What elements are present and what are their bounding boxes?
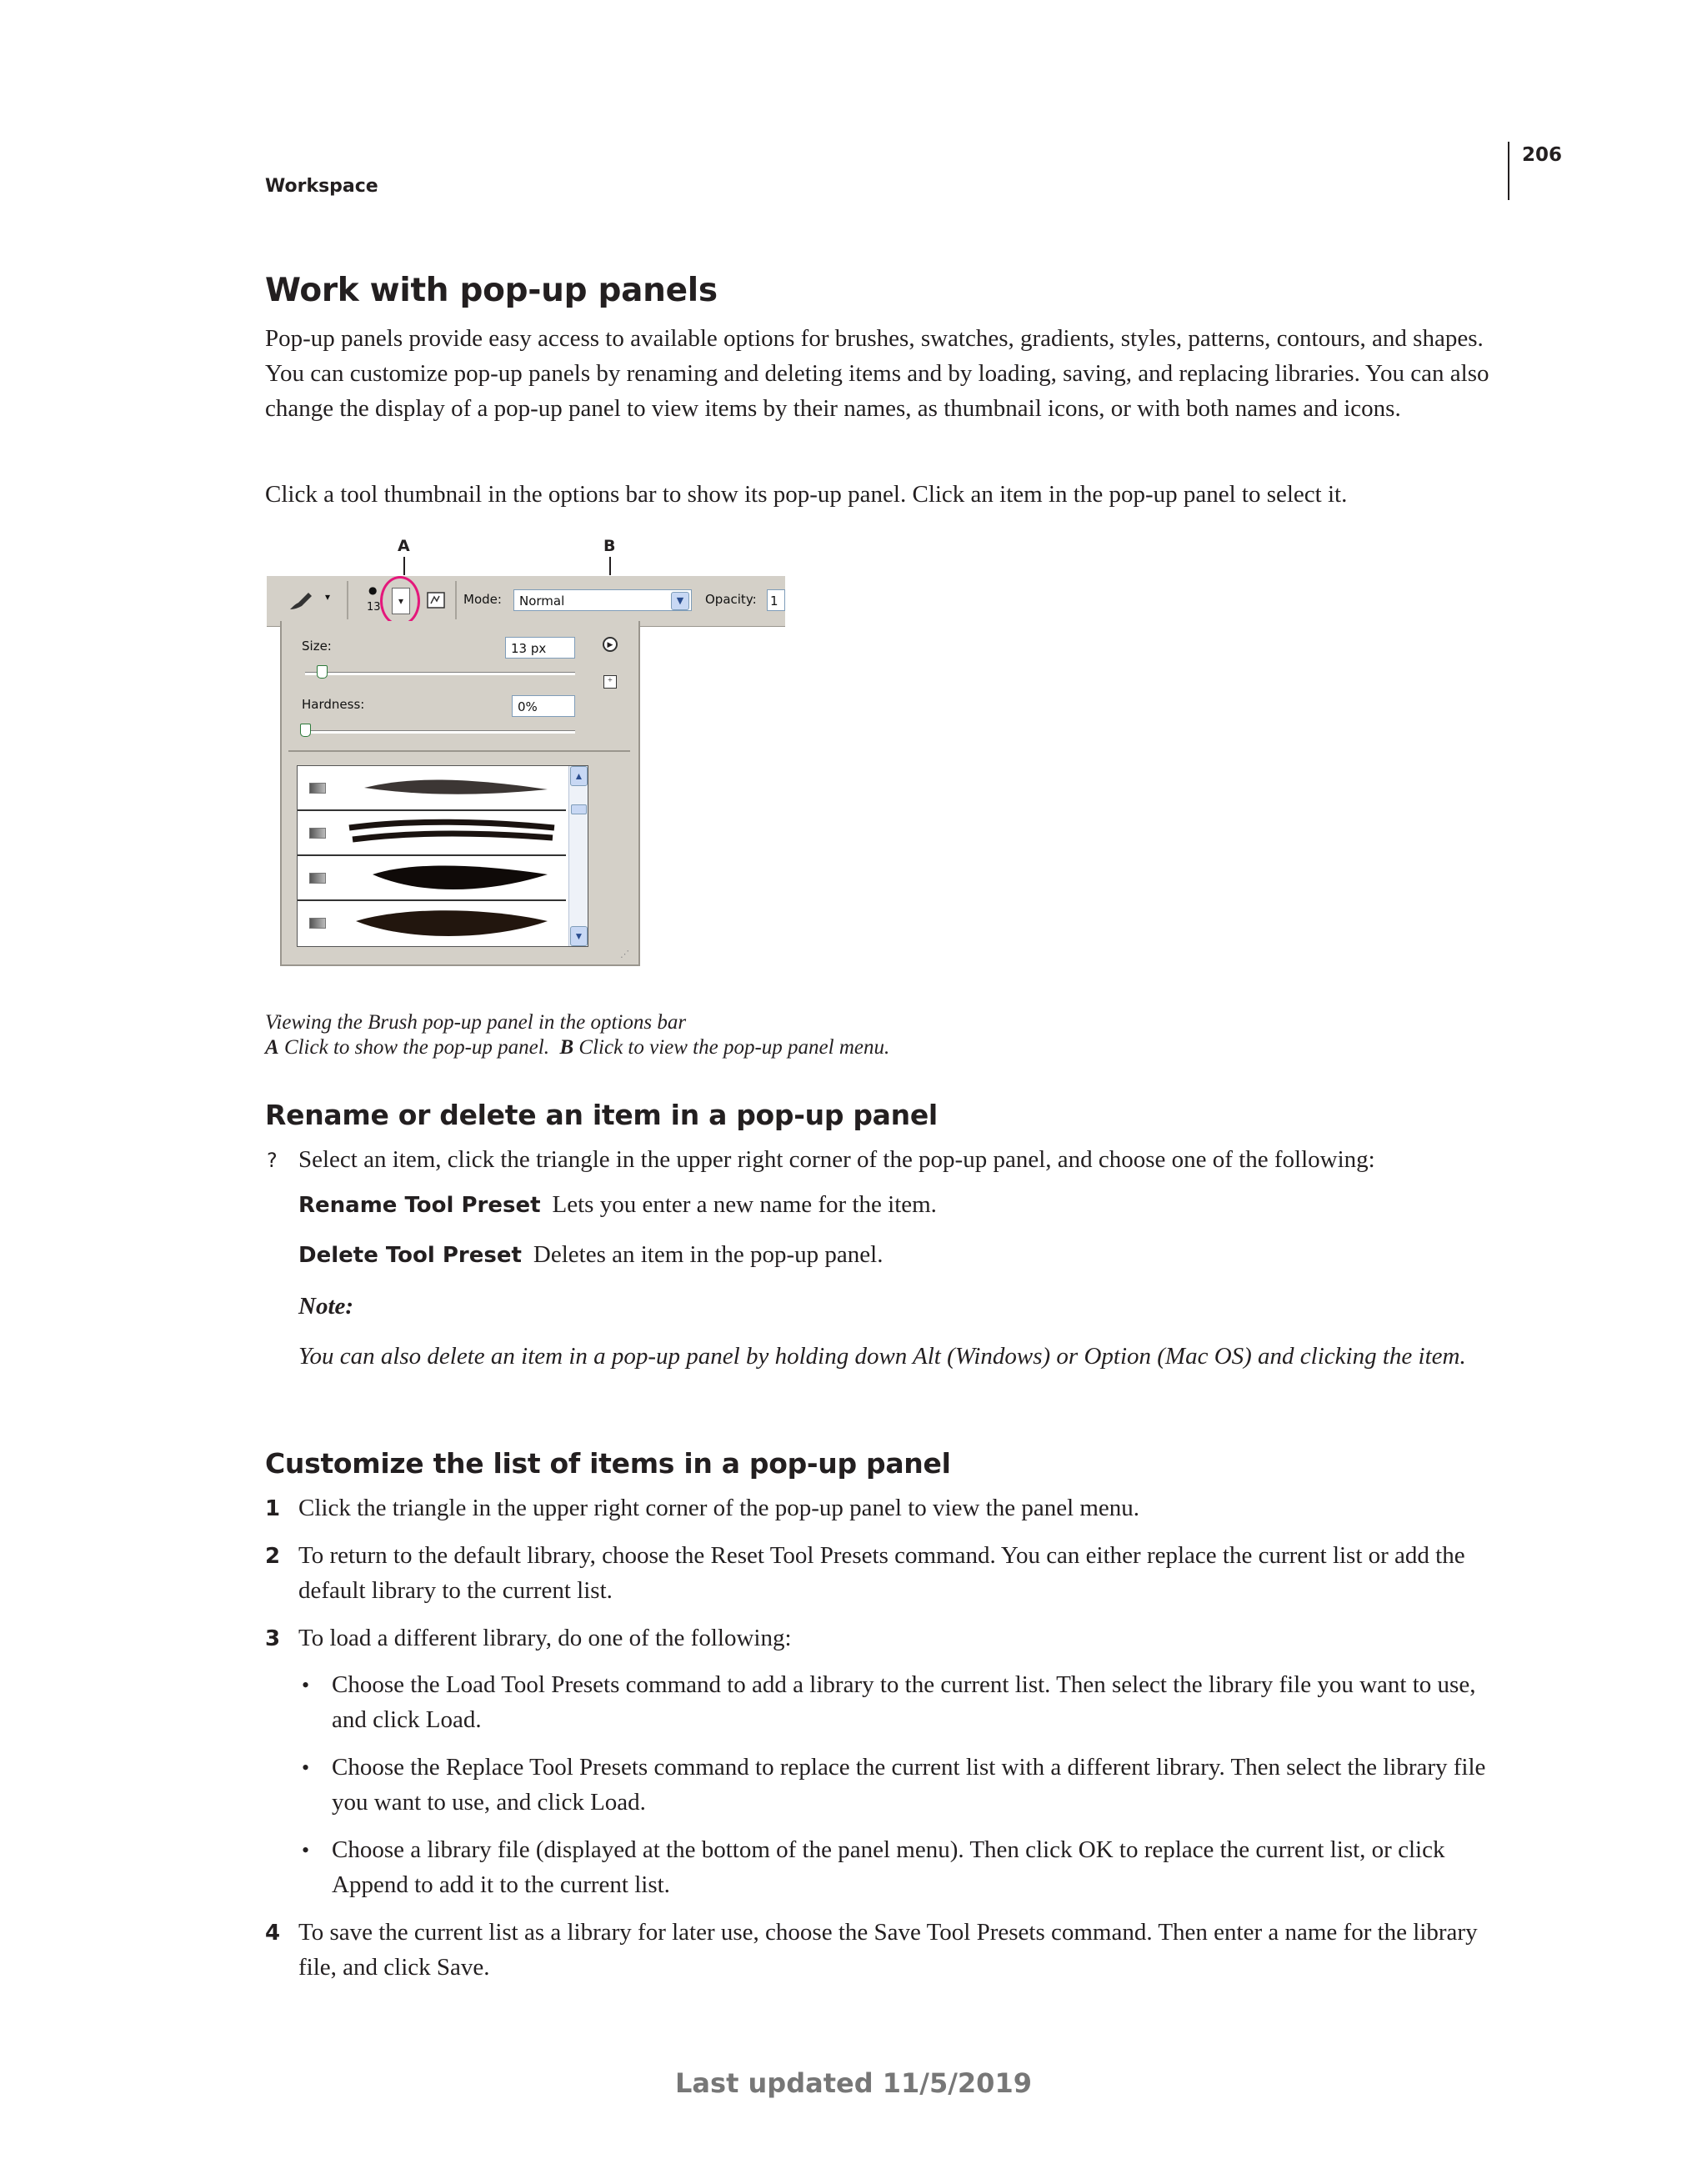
figure-caption-title: Viewing the Brush pop-up panel in the options bar <box>265 1011 687 1034</box>
last-updated-footer: Last updated 11/5/2019 <box>675 2067 1032 2099</box>
header-rule <box>1508 142 1509 200</box>
callout-label-b: B <box>603 537 616 555</box>
definition-term: Delete Tool Preset <box>298 1243 522 1268</box>
customize-step-2: To return to the default library, choose the Reset Tool Presets command. You can either replace the current list or add the default library to the current list. <box>298 1542 1465 1604</box>
brush-panel-toggle-icon[interactable] <box>425 589 447 611</box>
step-number: 4 <box>265 1921 281 1946</box>
page-title: Work with pop-up panels <box>265 272 718 309</box>
figure-caption-keys <box>265 1035 889 1060</box>
size-field[interactable]: 13 px <box>505 637 575 659</box>
panel-divider <box>288 750 630 752</box>
bullet-item: Choose the Load Tool Presets command to add a library to the current list. Then select the library file you want to use, and click Load. <box>332 1671 1476 1733</box>
scroll-down-icon[interactable]: ▼ <box>570 926 588 946</box>
opacity-field[interactable]: 1 <box>767 589 785 611</box>
step-number: 2 <box>265 1544 281 1569</box>
bullet-marker: • <box>302 1838 310 1862</box>
hardness-slider-track <box>305 730 575 734</box>
mode-label: Mode: <box>463 592 502 607</box>
rename-heading: Rename or delete an item in a pop-up panel <box>265 1099 938 1131</box>
list-item[interactable] <box>298 901 566 944</box>
caption-text-b: Click to view the pop-up panel menu. <box>578 1036 890 1059</box>
toolbar-divider <box>455 581 457 619</box>
highlight-circle <box>380 576 420 626</box>
customize-heading: Customize the list of items in a pop-up panel <box>265 1447 951 1480</box>
brush-preset-icon <box>309 873 326 884</box>
customize-step-4: To save the current list as a library for later use, choose the Save Tool Presets command. Then enter a name for the library file, and click Save. <box>298 1919 1478 1981</box>
resize-grip-icon[interactable]: ⋰ <box>620 949 629 959</box>
brush-preset-icon <box>309 828 326 839</box>
panel-menu-triangle-icon[interactable]: ▶ <box>603 637 618 652</box>
size-label: Size: <box>302 639 332 654</box>
tool-menu-arrow-icon[interactable]: ▾ <box>325 591 331 603</box>
note-label: Note: <box>298 1293 354 1320</box>
size-slider-track <box>305 672 575 675</box>
definition-term: Rename Tool Preset <box>298 1193 541 1218</box>
mode-value: Normal <box>519 594 565 609</box>
new-preset-icon[interactable]: + <box>603 675 617 689</box>
step-marker: ? <box>267 1149 278 1172</box>
brush-list <box>297 765 588 947</box>
brush-preset-icon <box>309 783 326 794</box>
brush-preset-icon <box>309 918 326 929</box>
definition-text: Deletes an item in the pop-up panel. <box>533 1241 884 1268</box>
intro-paragraph-2: Click a tool thumbnail in the options bar to show its pop-up panel. Click an item in the pop-up panel to select it. <box>265 481 1348 508</box>
caption-key-b: B <box>559 1036 574 1059</box>
hardness-label: Hardness: <box>302 697 365 712</box>
caption-text-a: Click to show the pop-up panel. <box>283 1036 549 1059</box>
section-title: Workspace <box>265 176 378 197</box>
toolbar-divider <box>347 581 348 619</box>
scroll-thumb[interactable] <box>571 804 587 814</box>
brush-stroke-preview <box>344 816 561 849</box>
bullet-item: Choose the Replace Tool Presets command to replace the current list with a different library. Then select the library file you want to use, and click Load. <box>332 1754 1486 1816</box>
brush-picker-button[interactable]: ▾ <box>392 588 410 614</box>
brush-list-scrollbar[interactable] <box>568 766 588 946</box>
callout-label-a: A <box>398 537 410 555</box>
brush-stroke-preview <box>348 904 556 943</box>
definition-rename <box>298 1187 1515 1223</box>
bullet-marker: • <box>302 1756 310 1780</box>
brush-dot-icon: ● <box>368 584 378 596</box>
step-number: 3 <box>265 1626 281 1651</box>
hardness-field[interactable]: 0% <box>512 695 575 717</box>
opacity-label: Opacity: <box>705 592 757 607</box>
brush-tool-icon[interactable] <box>287 588 317 613</box>
brush-stroke-preview <box>356 771 556 804</box>
rename-step: Select an item, click the triangle in the upper right corner of the pop-up panel, and choose one of the following: <box>298 1146 1375 1173</box>
caption-key-a: A <box>265 1036 279 1059</box>
size-slider-thumb[interactable] <box>317 665 328 679</box>
bullet-marker: • <box>302 1673 310 1697</box>
list-item[interactable] <box>298 811 566 856</box>
brush-stroke-preview <box>364 859 556 896</box>
customize-step-1: Click the triangle in the upper right corner of the pop-up panel to view the panel menu. <box>298 1495 1140 1521</box>
note-text: You can also delete an item in a pop-up panel by holding down Alt (Windows) or Option (Mac OS) and clicking the item. <box>298 1343 1466 1370</box>
mode-dropdown-icon[interactable]: ▼ <box>671 592 689 610</box>
mode-select[interactable] <box>513 589 692 611</box>
options-bar <box>267 575 785 627</box>
definition-delete <box>298 1237 1515 1273</box>
customize-step-3: To load a different library, do one of the following: <box>298 1625 792 1651</box>
scroll-up-icon[interactable]: ▲ <box>570 766 588 786</box>
intro-paragraph-1: Pop-up panels provide easy access to available options for brushes, swatches, gradients, styles, patterns, contours, and shapes. You can customize pop-up panels by renaming and deleting items and by loading, saving, and replacing libraries. You can also change the display of a pop-up panel to view items by their names, as thumbnail icons, or with both names and icons. <box>265 325 1489 422</box>
list-item[interactable] <box>298 766 566 811</box>
page-number: 206 <box>1522 144 1563 166</box>
hardness-slider-thumb[interactable] <box>300 724 311 737</box>
brush-size-tick: 13 <box>367 601 381 614</box>
step-number: 1 <box>265 1496 281 1521</box>
list-item[interactable] <box>298 856 566 901</box>
definition-text: Lets you enter a new name for the item. <box>552 1191 937 1218</box>
bullet-item: Choose a library file (displayed at the bottom of the panel menu). Then click OK to replace the current list, or click Append to add it to the current list. <box>332 1836 1445 1898</box>
